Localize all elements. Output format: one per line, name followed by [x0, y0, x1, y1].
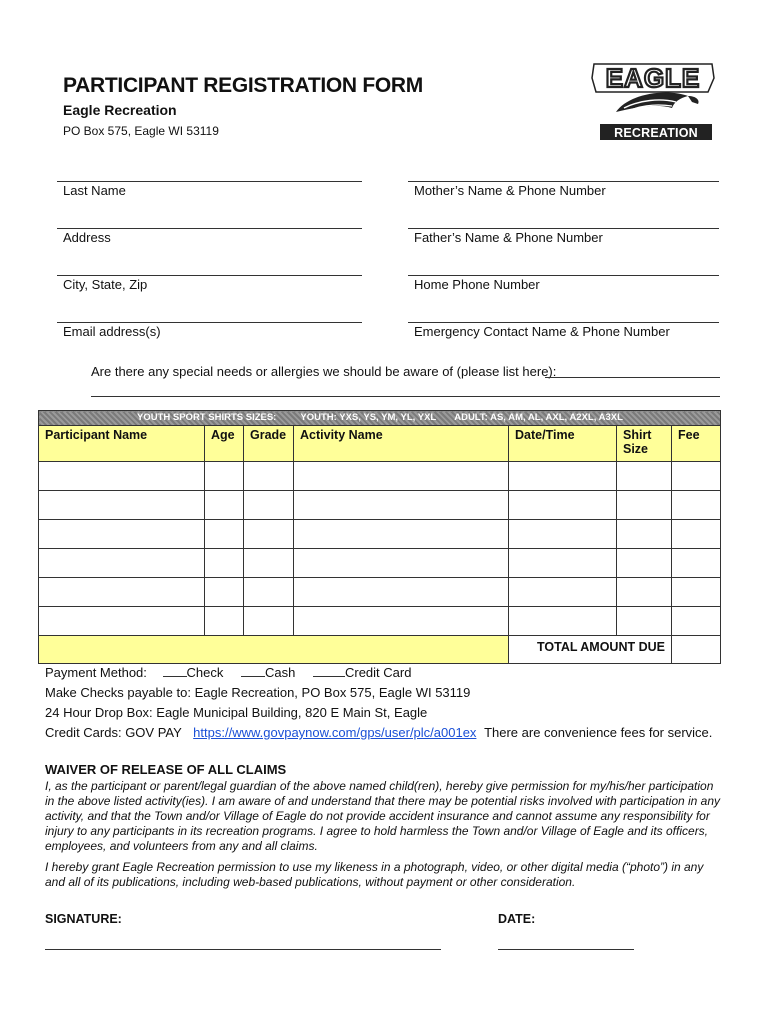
shirt-sizes-banner	[39, 411, 721, 426]
organization-name: Eagle Recreation	[63, 102, 177, 118]
total-amount-due-cell[interactable]	[672, 636, 721, 664]
cell-shirt-size[interactable]	[617, 491, 672, 520]
cell-shirt-size[interactable]	[617, 549, 672, 578]
cell-grade[interactable]	[244, 491, 294, 520]
cell-grade[interactable]	[244, 549, 294, 578]
table-row	[39, 491, 721, 520]
cell-date-time[interactable]	[509, 607, 617, 636]
credit-card-option: Credit Card	[344, 665, 412, 680]
signature-label: SIGNATURE:	[45, 912, 122, 926]
cell-date-time[interactable]	[509, 578, 617, 607]
cash-blank[interactable]	[241, 676, 265, 677]
header-shirt-size: Shirt Size	[617, 426, 672, 462]
cell-fee[interactable]	[672, 520, 721, 549]
cell-age[interactable]	[205, 578, 244, 607]
cell-participant[interactable]	[39, 520, 205, 549]
cell-age[interactable]	[205, 549, 244, 578]
cell-participant[interactable]	[39, 491, 205, 520]
payment-method-label: Payment Method:	[45, 665, 147, 680]
cell-shirt-size[interactable]	[617, 578, 672, 607]
father-label: Father’s Name & Phone Number	[414, 230, 603, 245]
emergency-contact-label: Emergency Contact Name & Phone Number	[414, 324, 670, 339]
waiver-title: WAIVER OF RELEASE OF ALL CLAIMS	[45, 762, 287, 777]
cell-age[interactable]	[205, 491, 244, 520]
last-name-label: Last Name	[63, 183, 126, 198]
mother-line[interactable]	[408, 181, 719, 182]
cell-fee[interactable]	[672, 549, 721, 578]
last-name-line[interactable]	[57, 181, 362, 182]
special-needs-label: Are there any special needs or allergies we should be aware of (please list here):	[91, 364, 557, 379]
checks-payable-text: Make Checks payable to: Eagle Recreation, PO Box 575, Eagle WI 53119	[45, 685, 471, 700]
credit-cards-row	[45, 725, 712, 740]
cell-participant[interactable]	[39, 549, 205, 578]
photo-release-paragraph: I hereby grant Eagle Recreation permission to use my likeness in a photograph, video, or other digital media (“photo”) in any and all of its publications, including web-based publications, without payment or other consideration.	[45, 860, 704, 889]
address-label: Address	[63, 230, 111, 245]
svg-text:RECREATION: RECREATION	[614, 126, 698, 140]
govpay-link[interactable]: https://www.govpaynow.com/gps/user/plc/a001ex	[193, 725, 477, 740]
recreation-banner	[600, 124, 712, 140]
header-participant-name: Participant Name	[39, 426, 205, 462]
table-row	[39, 520, 721, 549]
youth-sizes: YOUTH: YXS, YS, YM, YL, YXL	[300, 412, 437, 423]
table-row	[39, 607, 721, 636]
cell-participant[interactable]	[39, 462, 205, 491]
cell-shirt-size[interactable]	[617, 607, 672, 636]
cell-date-time[interactable]	[509, 549, 617, 578]
payment-method-row	[45, 665, 411, 680]
cell-fee[interactable]	[672, 578, 721, 607]
date-line[interactable]	[498, 949, 634, 950]
cell-age[interactable]	[205, 607, 244, 636]
credit-card-blank[interactable]	[313, 676, 345, 677]
organization-address: PO Box 575, Eagle WI 53119	[63, 124, 219, 138]
eagle-head-icon	[616, 93, 699, 112]
cell-grade[interactable]	[244, 462, 294, 491]
cell-activity[interactable]	[294, 520, 509, 549]
header-activity-name: Activity Name	[294, 426, 509, 462]
check-option: Check	[186, 665, 224, 680]
total-row	[39, 636, 721, 664]
cell-grade[interactable]	[244, 520, 294, 549]
emergency-contact-line[interactable]	[408, 322, 719, 323]
waiver-paragraph: I, as the participant or parent/legal guardian of the above named child(ren), hereby give permission for my/his/her participation in the above listed activity(ies). I am aware of and understand that there may be potential risks involved with participation in any activity, and that the Town and/or Village of Eagle do not provide accident insurance and cannot assume any responsibility for injury to any participants in its recreation programs. I agree to hold harmless the Town and/or Village of Eagle and its officers, employees, and volunteers from any and all claims.	[45, 779, 721, 853]
credit-cards-prefix: Credit Cards: GOV PAY	[45, 725, 182, 740]
table-row	[39, 462, 721, 491]
table-row	[39, 578, 721, 607]
home-phone-line[interactable]	[408, 275, 719, 276]
total-row-spacer	[39, 636, 509, 664]
form-title: PARTICIPANT REGISTRATION FORM	[63, 74, 423, 97]
registration-table	[38, 410, 721, 664]
cell-activity[interactable]	[294, 462, 509, 491]
email-label: Email address(s)	[63, 324, 161, 339]
cell-shirt-size[interactable]	[617, 520, 672, 549]
cell-age[interactable]	[205, 462, 244, 491]
signature-line[interactable]	[45, 949, 441, 950]
cell-participant[interactable]	[39, 578, 205, 607]
email-line[interactable]	[57, 322, 362, 323]
address-line[interactable]	[57, 228, 362, 229]
special-needs-line-2[interactable]	[91, 396, 720, 397]
cell-fee[interactable]	[672, 462, 721, 491]
table-header-row	[39, 426, 721, 462]
cell-grade[interactable]	[244, 578, 294, 607]
total-amount-due-label: TOTAL AMOUNT DUE	[509, 636, 672, 664]
cell-grade[interactable]	[244, 607, 294, 636]
cell-activity[interactable]	[294, 607, 509, 636]
check-blank[interactable]	[163, 676, 187, 677]
cell-fee[interactable]	[672, 491, 721, 520]
home-phone-label: Home Phone Number	[414, 277, 540, 292]
cash-option: Cash	[265, 665, 296, 680]
header-age: Age	[205, 426, 244, 462]
cell-age[interactable]	[205, 520, 244, 549]
table-row	[39, 549, 721, 578]
cell-participant[interactable]	[39, 607, 205, 636]
svg-text:EAGLE: EAGLE	[605, 63, 701, 93]
father-line[interactable]	[408, 228, 719, 229]
cell-fee[interactable]	[672, 607, 721, 636]
cell-shirt-size[interactable]	[617, 462, 672, 491]
special-needs-line-1[interactable]	[545, 377, 720, 378]
header-grade: Grade	[244, 426, 294, 462]
drop-box-text: 24 Hour Drop Box: Eagle Municipal Building, 820 E Main St, Eagle	[45, 705, 428, 720]
cell-activity[interactable]	[294, 549, 509, 578]
adult-sizes: ADULT: AS, AM, AL, AXL, A2XL, A3XL	[454, 412, 623, 423]
city-state-zip-line[interactable]	[57, 275, 362, 276]
eagle-recreation-logo	[588, 58, 718, 146]
cell-date-time[interactable]	[509, 462, 617, 491]
mother-label: Mother’s Name & Phone Number	[414, 183, 606, 198]
shirt-sizes-label: YOUTH SPORT SHIRTS SIZES:	[137, 412, 277, 423]
cell-date-time[interactable]	[509, 520, 617, 549]
cell-date-time[interactable]	[509, 491, 617, 520]
eagle-logo-top	[592, 63, 714, 93]
header-date-time: Date/Time	[509, 426, 617, 462]
cell-activity[interactable]	[294, 578, 509, 607]
date-label: DATE:	[498, 912, 536, 926]
convenience-fee-note: There are convenience fees for service.	[484, 725, 713, 740]
cell-activity[interactable]	[294, 491, 509, 520]
header-fee: Fee	[672, 426, 721, 462]
city-state-zip-label: City, State, Zip	[63, 277, 148, 292]
